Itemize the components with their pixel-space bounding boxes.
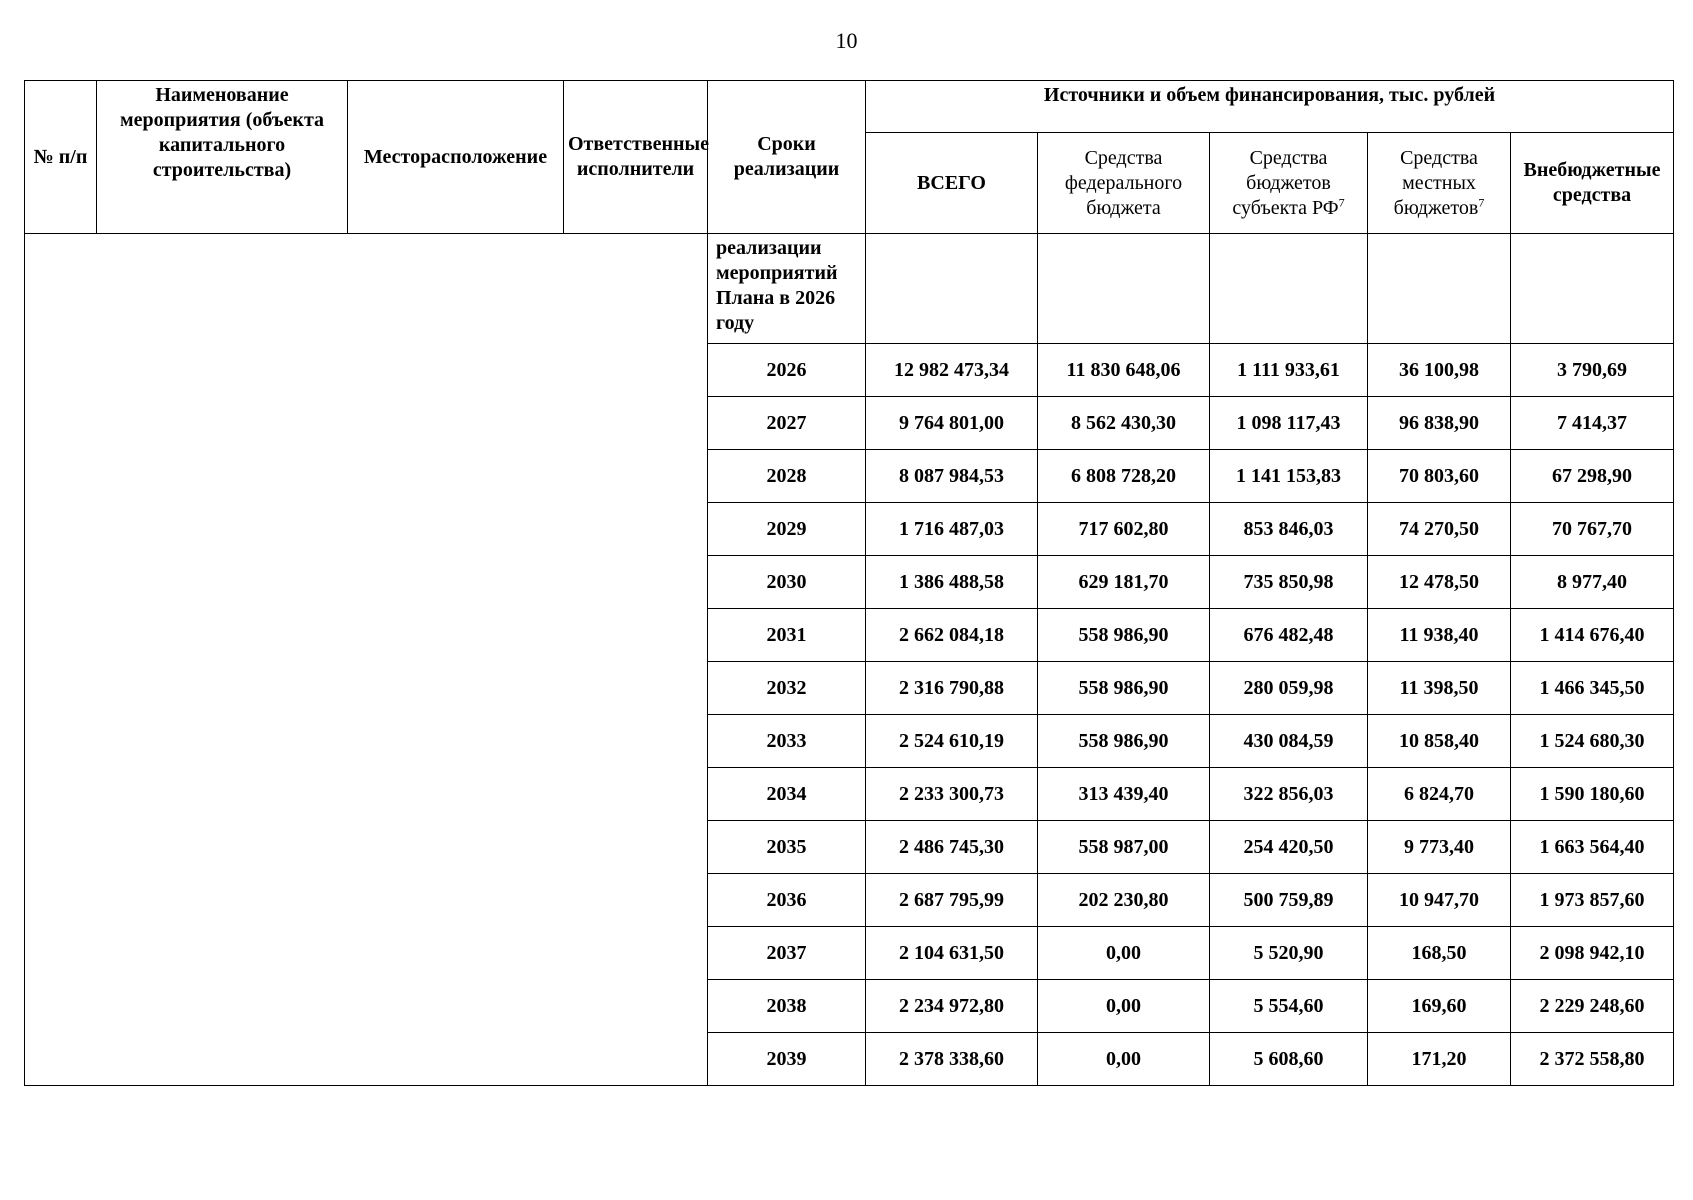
cell-year: 2035 [708,821,866,874]
cell-year: 2034 [708,768,866,821]
cell-subject: 1 111 933,61 [1210,344,1368,397]
cell-year: 2038 [708,980,866,1033]
cell-local: 36 100,98 [1368,344,1511,397]
cell-year: 2027 [708,397,866,450]
cell-federal: 558 987,00 [1038,821,1210,874]
header-subject [1210,133,1368,234]
cell-total: 1 386 488,58 [866,556,1038,609]
cell-subject: 500 759,89 [1210,874,1368,927]
cell-total: 1 716 487,03 [866,503,1038,556]
cell-subject: 1 098 117,43 [1210,397,1368,450]
header-name: Наименование мероприятия (объекта капитального строительства) [97,81,348,234]
cell-subject: 254 420,50 [1210,821,1368,874]
cell-federal: 202 230,80 [1038,874,1210,927]
cell-federal: 313 439,40 [1038,768,1210,821]
cell-local: 168,50 [1368,927,1511,980]
cell-federal: 558 986,90 [1038,662,1210,715]
cell-year: 2029 [708,503,866,556]
cell-federal: 6 808 728,20 [1038,450,1210,503]
cell-total: 2 662 084,18 [866,609,1038,662]
cell-extra: 3 790,69 [1511,344,1674,397]
cell-extra: 67 298,90 [1511,450,1674,503]
cell-extra: 70 767,70 [1511,503,1674,556]
header-subject-footnote: 7 [1338,194,1345,209]
empty-cell [1368,234,1511,344]
terms-note: реализации мероприятий Плана в 2026 году [708,234,866,344]
empty-cell [1038,234,1210,344]
cell-extra: 1 524 680,30 [1511,715,1674,768]
cell-federal: 558 986,90 [1038,609,1210,662]
cell-year: 2033 [708,715,866,768]
header-local-label: Средства местных бюджетов [1393,146,1479,219]
header-location: Месторасположение [348,81,564,234]
cell-total: 2 486 745,30 [866,821,1038,874]
cell-year: 2037 [708,927,866,980]
header-number: № п/п [25,81,97,234]
cell-extra: 7 414,37 [1511,397,1674,450]
cell-local: 10 947,70 [1368,874,1511,927]
cell-year: 2030 [708,556,866,609]
cell-federal: 8 562 430,30 [1038,397,1210,450]
header-responsible: Ответственные исполнители [564,81,708,234]
cell-subject: 5 608,60 [1210,1033,1368,1086]
cell-total: 2 687 795,99 [866,874,1038,927]
cell-year: 2039 [708,1033,866,1086]
cell-extra: 1 663 564,40 [1511,821,1674,874]
cell-federal: 0,00 [1038,980,1210,1033]
cell-extra: 2 372 558,80 [1511,1033,1674,1086]
cell-federal: 0,00 [1038,927,1210,980]
cell-extra: 8 977,40 [1511,556,1674,609]
cell-subject: 430 084,59 [1210,715,1368,768]
cell-year: 2032 [708,662,866,715]
cell-extra: 1 466 345,50 [1511,662,1674,715]
cell-year: 2028 [708,450,866,503]
empty-cell [1511,234,1674,344]
cell-total: 9 764 801,00 [866,397,1038,450]
cell-local: 96 838,90 [1368,397,1511,450]
cell-subject: 5 554,60 [1210,980,1368,1033]
cell-federal: 629 181,70 [1038,556,1210,609]
empty-cell [866,234,1038,344]
cell-extra: 2 098 942,10 [1511,927,1674,980]
cell-subject: 5 520,90 [1210,927,1368,980]
cell-subject: 1 141 153,83 [1210,450,1368,503]
cell-local: 9 773,40 [1368,821,1511,874]
cell-local: 171,20 [1368,1033,1511,1086]
header-local [1368,133,1511,234]
cell-local: 70 803,60 [1368,450,1511,503]
cell-federal: 11 830 648,06 [1038,344,1210,397]
blank-area [25,234,708,1086]
cell-total: 2 378 338,60 [866,1033,1038,1086]
cell-local: 6 824,70 [1368,768,1511,821]
cell-total: 2 234 972,80 [866,980,1038,1033]
header-subject-label: Средства бюджетов субъекта РФ [1232,146,1339,219]
cell-extra: 2 229 248,60 [1511,980,1674,1033]
cell-extra: 1 973 857,60 [1511,874,1674,927]
header-sources: Источники и объем финансирования, тыс. рублей [866,81,1674,133]
financing-table [24,80,1674,1086]
cell-subject: 280 059,98 [1210,662,1368,715]
cell-year: 2036 [708,874,866,927]
cell-federal: 717 602,80 [1038,503,1210,556]
header-total: ВСЕГО [866,133,1038,234]
cell-federal: 0,00 [1038,1033,1210,1086]
empty-cell [1210,234,1368,344]
cell-local: 10 858,40 [1368,715,1511,768]
cell-subject: 853 846,03 [1210,503,1368,556]
header-terms: Сроки реализации [708,81,866,234]
cell-total: 2 104 631,50 [866,927,1038,980]
header-federal: Средства федерального бюджета [1038,133,1210,234]
cell-year: 2031 [708,609,866,662]
cell-subject: 676 482,48 [1210,609,1368,662]
page-number: 10 [835,28,858,53]
cell-year: 2026 [708,344,866,397]
cell-total: 2 316 790,88 [866,662,1038,715]
cell-local: 12 478,50 [1368,556,1511,609]
cell-subject: 735 850,98 [1210,556,1368,609]
header-extra: Внебюджетные средства [1511,133,1674,234]
cell-federal: 558 986,90 [1038,715,1210,768]
cell-extra: 1 590 180,60 [1511,768,1674,821]
cell-subject: 322 856,03 [1210,768,1368,821]
cell-total: 2 524 610,19 [866,715,1038,768]
cell-total: 8 087 984,53 [866,450,1038,503]
header-local-footnote: 7 [1478,194,1485,209]
cell-total: 12 982 473,34 [866,344,1038,397]
cell-local: 74 270,50 [1368,503,1511,556]
cell-local: 11 938,40 [1368,609,1511,662]
cell-local: 169,60 [1368,980,1511,1033]
cell-extra: 1 414 676,40 [1511,609,1674,662]
cell-total: 2 233 300,73 [866,768,1038,821]
cell-local: 11 398,50 [1368,662,1511,715]
